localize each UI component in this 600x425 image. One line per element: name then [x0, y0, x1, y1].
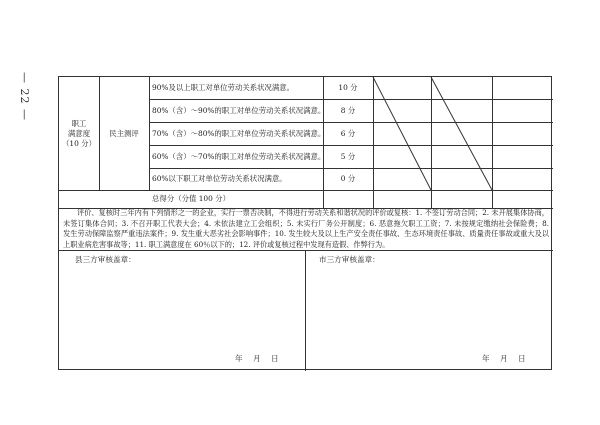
- category-title-line2: 满意度: [67, 128, 91, 138]
- evaluation-table: [58, 76, 552, 370]
- city-seal-label: 市三方审核盖章：: [319, 255, 380, 264]
- criterion-text: 90%及以上职工对单位劳动关系状况满意。: [152, 83, 295, 92]
- category-title-line3: （10 分）: [62, 138, 96, 148]
- criterion-score: 5 分: [340, 151, 356, 161]
- criterion-text: 60%以下职工对单位劳动关系状况满意。: [152, 174, 287, 183]
- county-seal-label: 县三方审核盖章：: [75, 255, 136, 264]
- category-cell: [59, 77, 99, 190]
- criterion-score: 6 分: [340, 128, 356, 138]
- criterion-text: 60%（含）～70%的职工对单位劳动关系状况满意。: [152, 151, 326, 161]
- criterion-score: 10 分: [338, 83, 358, 92]
- criterion-score: 8 分: [340, 105, 356, 115]
- page-number: — 22 —: [18, 72, 31, 121]
- county-date: 年 月 日: [235, 354, 283, 363]
- total-score-label: 总得分（分值 100 分）: [152, 194, 230, 203]
- category-title-line1: 职工: [71, 118, 87, 128]
- criterion-score: 0 分: [340, 174, 356, 183]
- veto-paragraph: 评价、复核时三年内有下列情形之一的企业，实行一票否决制，不得进行劳动关系和谐状况的评价或复核：1. 不签订劳动合同；2. 未开展集体协商，未签订集体合同；3. 不召开职工代表大会；4. 未依法建立工会组织；5. 未实行厂务公开制度；6. 恶意拖欠职工工资；7. 未按规定缴纳社会保险费；8. 发生劳动保障监察严重违法案件；9. 发生重大恶劣社会影响事件；10. 发生较大及以上生产安全责任事故、生态环境责任事故、质量责任事故或重大及以上职业病危害事故等；11. 职工满意度在 60％以下的；12. 评价或复核过程中发现有造假、作弊行为。: [63, 208, 549, 249]
- criterion-text: 80%（含）～90%的职工对单位劳动关系状况满意。: [152, 105, 326, 115]
- city-date: 年 月 日: [482, 354, 530, 363]
- method-cell: 民主测评: [109, 128, 139, 138]
- criterion-text: 70%（含）～80%的职工对单位劳动关系状况满意。: [152, 128, 326, 138]
